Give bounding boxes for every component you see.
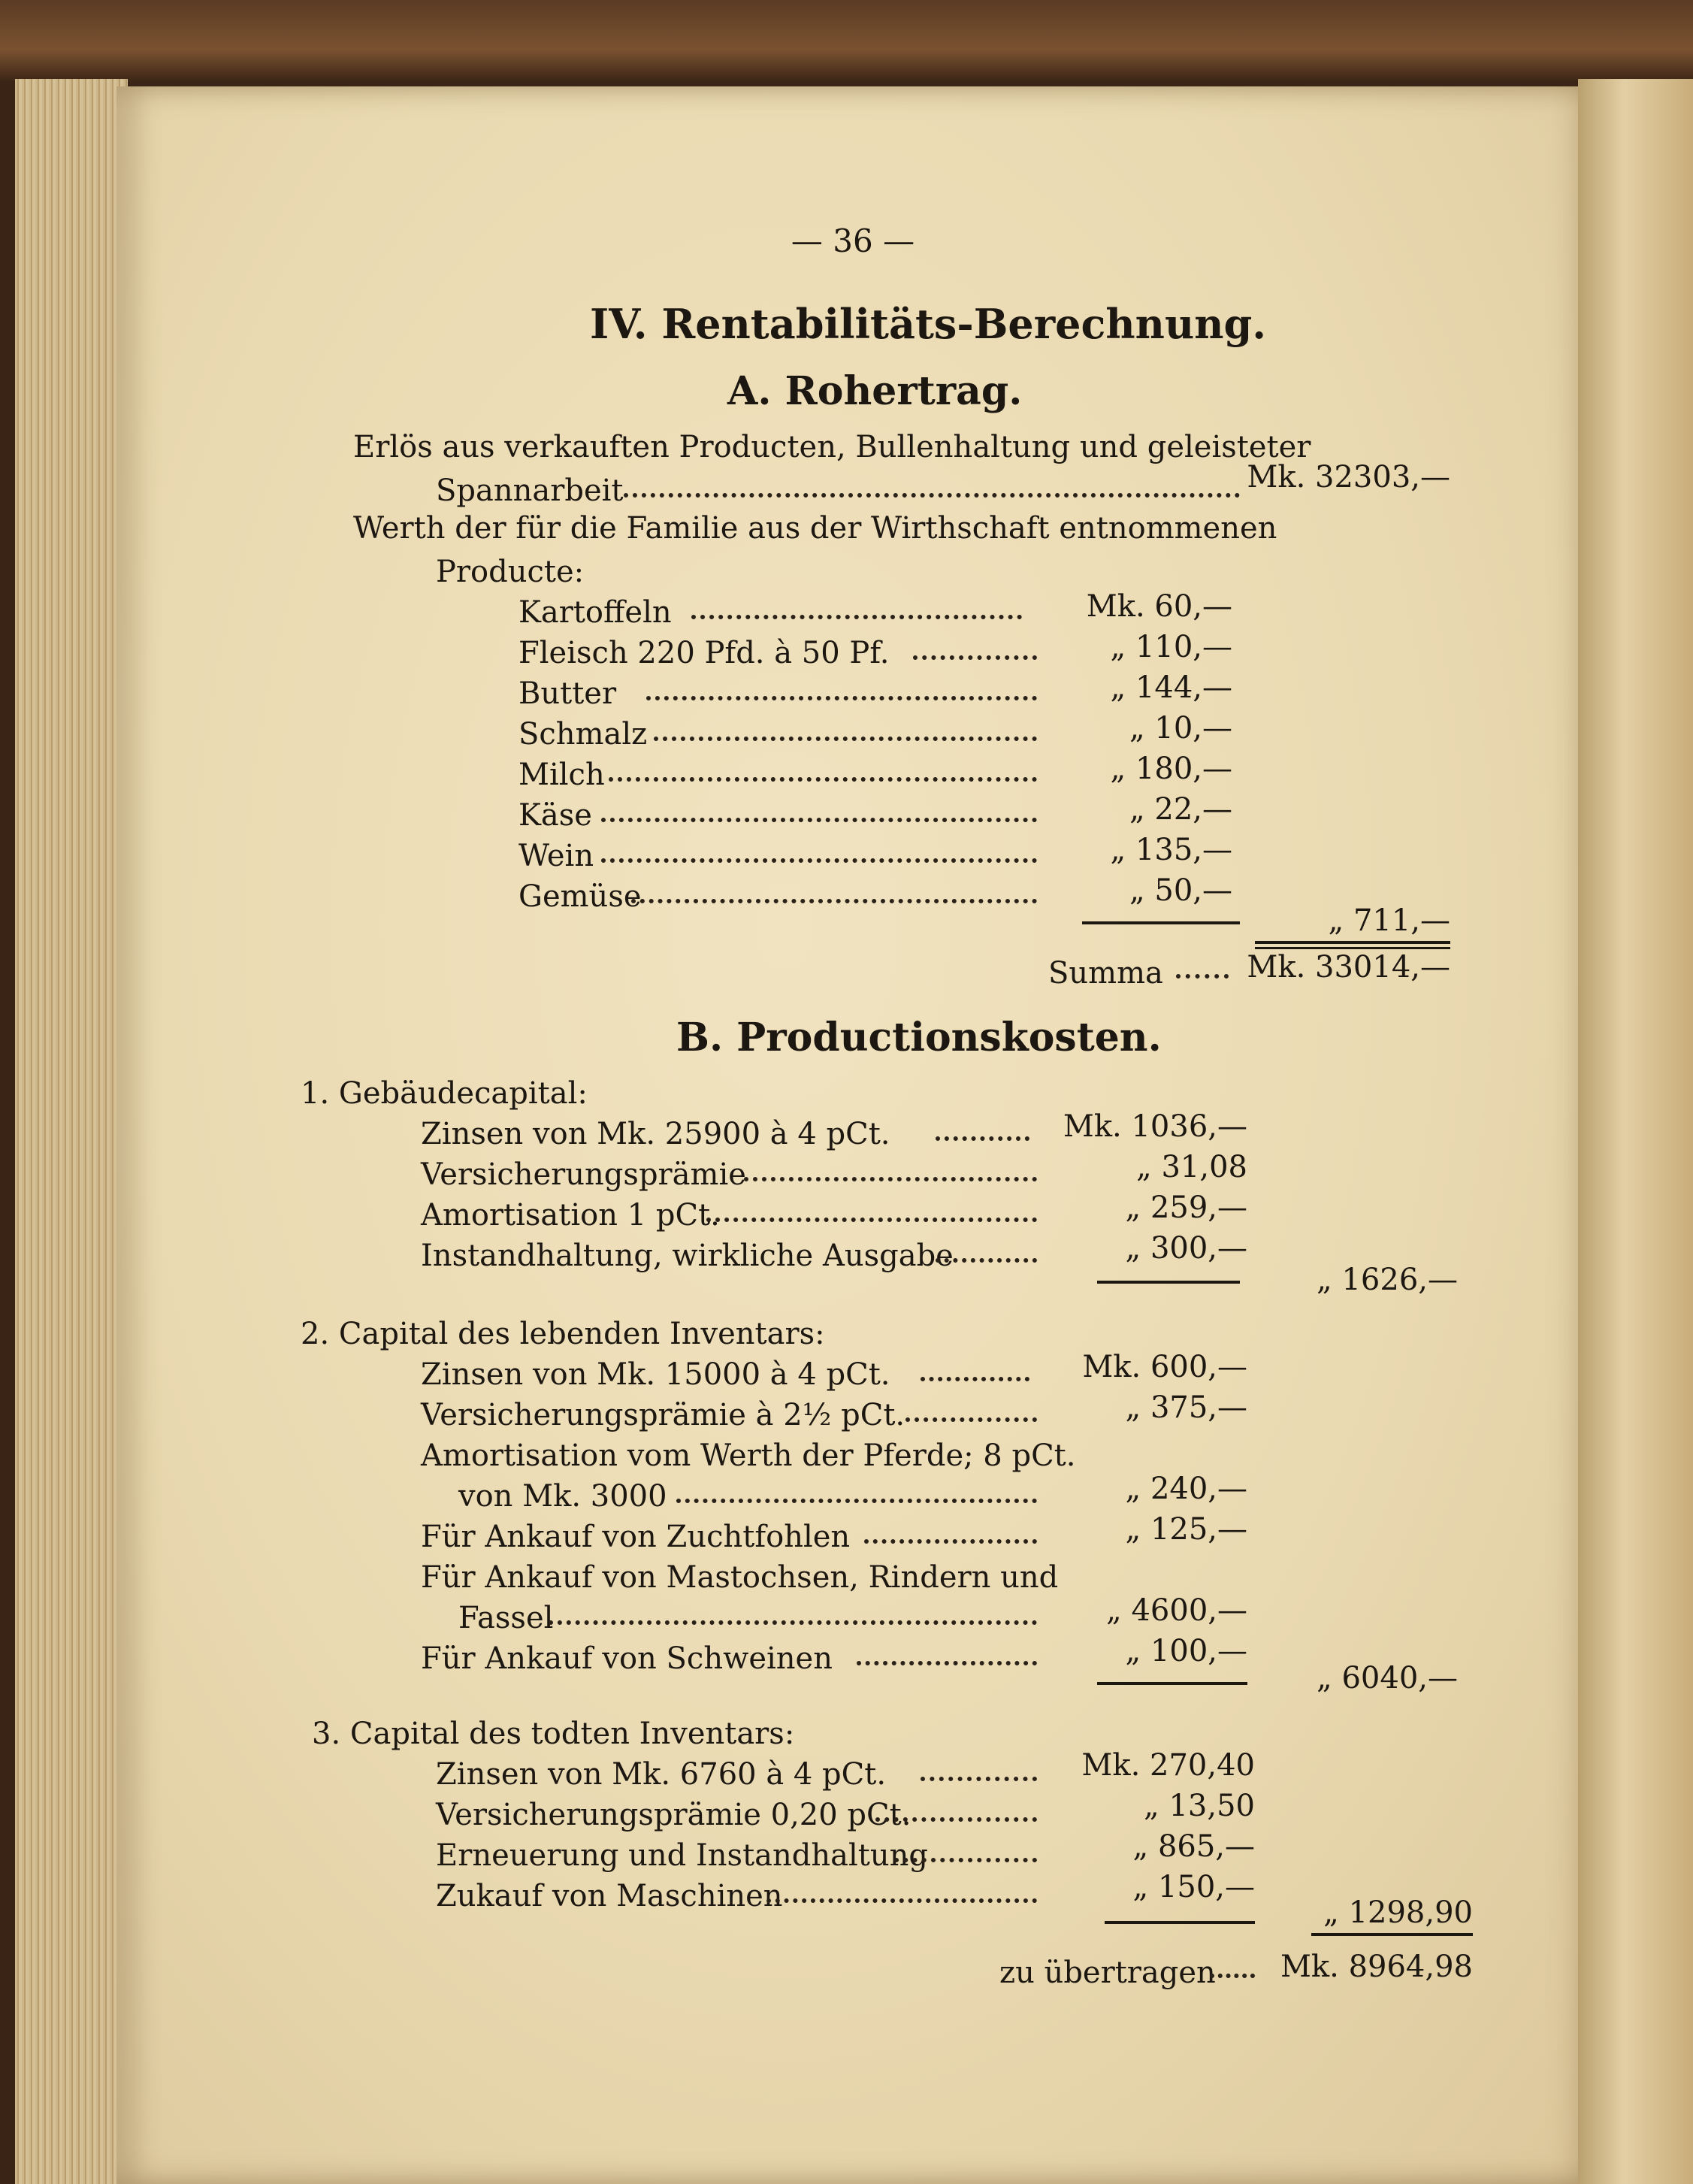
list-item-label: von Mk. 3000: [458, 1479, 667, 1514]
list-item-label: Zinsen von Mk. 25900 à 4 pCt.: [421, 1117, 890, 1151]
list-item-label: Butter: [518, 676, 617, 711]
group-subtotal: „ 6040,—: [1317, 1661, 1458, 1695]
leader-dots: [921, 1777, 1037, 1781]
leader-dots: [624, 493, 1240, 498]
list-item-label: Gemüse: [518, 879, 642, 914]
list-item-label: Schmalz: [518, 717, 648, 752]
leader-dots: [875, 1817, 1037, 1822]
leader-dots: [936, 1136, 1029, 1141]
leader-dots: [654, 737, 1037, 741]
list-item-label: Instandhaltung, wirkliche Ausgabe: [421, 1239, 954, 1273]
leader-dots: [766, 1898, 1037, 1903]
list-item-amount: „ 144,—: [1110, 670, 1232, 705]
list-item-amount: „ 22,—: [1129, 792, 1232, 827]
list-item-amount: Mk. 60,—: [1086, 589, 1232, 624]
list-item-amount: „ 259,—: [1125, 1190, 1247, 1225]
sum-rule: [1082, 921, 1240, 924]
list-item-label: Für Ankauf von Schweinen: [421, 1641, 833, 1676]
list-item-amount: „ 865,—: [1132, 1829, 1255, 1864]
group-heading: 3. Capital des todten Inventars:: [312, 1717, 795, 1751]
leader-dots: [744, 1177, 1037, 1181]
group-heading: 1. Gebäudecapital:: [301, 1076, 588, 1111]
werth-line-1: Werth der für die Familie aus der Wirthschaft entnommenen: [353, 511, 1277, 546]
book-top-edge: [0, 0, 1693, 83]
list-item-amount: „ 150,—: [1132, 1870, 1255, 1904]
next-page-edge: [1578, 79, 1693, 2184]
sum-rule: [1097, 1281, 1240, 1284]
leader-dots: [601, 858, 1037, 863]
group-subtotal: „ 1298,90: [1323, 1895, 1473, 1930]
list-item-label: Zinsen von Mk. 15000 à 4 pCt.: [421, 1357, 890, 1392]
leader-dots: [609, 777, 1037, 782]
leader-dots: [921, 1377, 1029, 1381]
leader-dots: [894, 1858, 1037, 1862]
list-item-label: Fleisch 220 Pfd. à 50 Pf.: [518, 636, 890, 670]
leader-dots: [549, 1620, 1037, 1625]
list-item-amount: „ 135,—: [1110, 833, 1232, 867]
list-item-label: Versicherungsprämie à 2½ pCt.: [421, 1398, 905, 1432]
list-item-amount: „ 240,—: [1125, 1472, 1247, 1506]
list-item-amount: Mk. 600,—: [1082, 1350, 1247, 1384]
sum-rule: [1255, 947, 1450, 949]
list-item-amount: „ 300,—: [1125, 1231, 1247, 1266]
sum-rule: [1097, 1682, 1247, 1685]
list-item-label: Zukauf von Maschinen: [436, 1879, 783, 1913]
page-stack-edge: [15, 79, 128, 2184]
summa-amount: Mk. 33014,—: [1247, 950, 1450, 985]
list-item-label: Versicherungsprämie: [421, 1157, 746, 1192]
list-item-amount: „ 100,—: [1125, 1634, 1247, 1668]
list-item-label: Für Ankauf von Zuchtfohlen: [421, 1520, 851, 1554]
list-item-amount: Mk. 1036,—: [1063, 1109, 1247, 1144]
list-item-amount: „ 125,—: [1125, 1512, 1247, 1547]
leader-dots: [706, 1218, 1037, 1222]
leader-dots: [646, 696, 1037, 700]
list-item-amount: „ 31,08: [1136, 1150, 1247, 1184]
part-a-subtotal: „ 711,—: [1328, 903, 1450, 938]
erloes-amount: Mk. 32303,—: [1247, 460, 1450, 495]
sum-rule: [1311, 1933, 1473, 1936]
leader-dots: [691, 615, 1022, 619]
list-item-label: Kartoffeln: [518, 595, 672, 630]
group-subtotal: „ 1626,—: [1317, 1263, 1458, 1297]
leader-dots: [905, 1417, 1037, 1422]
page-number: — 36 —: [791, 222, 915, 259]
leader-dots: [676, 1499, 1037, 1503]
leader-dots: [1176, 974, 1229, 979]
leader-dots: [601, 818, 1037, 822]
list-item-amount: „ 10,—: [1129, 711, 1232, 746]
list-item-label: Wein: [518, 839, 594, 873]
list-item-amount: „ 110,—: [1110, 630, 1232, 664]
list-item-label: Milch: [518, 758, 605, 792]
leader-dots: [913, 655, 1037, 660]
list-item-amount: „ 13,50: [1144, 1789, 1255, 1823]
list-item-label: Erneuerung und Instandhaltung: [436, 1838, 928, 1873]
part-a-title: A. Rohertrag.: [727, 368, 1023, 414]
part-b-title: B. Productionskosten.: [676, 1015, 1162, 1060]
list-item-label: Zinsen von Mk. 6760 à 4 pCt.: [436, 1757, 887, 1792]
group-heading: 2. Capital des lebenden Inventars:: [301, 1317, 825, 1351]
erloes-line-2: Spannarbeit: [436, 473, 624, 508]
erloes-line-1: Erlös aus verkauften Producten, Bullenhaltung und geleisteter: [353, 430, 1311, 464]
list-item-label: Amortisation vom Werth der Pferde; 8 pCt.: [421, 1438, 1076, 1473]
leader-dots: [857, 1661, 1037, 1665]
werth-line-2: Producte:: [436, 555, 585, 589]
list-item-amount: Mk. 270,40: [1081, 1748, 1255, 1783]
summa-label: Summa: [1048, 956, 1163, 991]
carry-amount: Mk. 8964,98: [1280, 1950, 1473, 1984]
carry-label: zu übertragen: [999, 1956, 1216, 1990]
list-item-label: Amortisation 1 pCt.: [421, 1198, 720, 1233]
list-item-amount: „ 4600,—: [1106, 1593, 1247, 1628]
list-item-label: Käse: [518, 798, 592, 833]
leader-dots: [631, 899, 1037, 903]
list-item-label: Für Ankauf von Mastochsen, Rindern und: [421, 1560, 1059, 1595]
leader-dots: [864, 1539, 1037, 1544]
list-item-amount: „ 180,—: [1110, 752, 1232, 786]
sum-rule: [1255, 941, 1450, 944]
section-title: IV. Rentabilitäts-Berechnung.: [590, 300, 1267, 348]
list-item-amount: „ 375,—: [1125, 1390, 1247, 1425]
list-item-label: Fassel: [458, 1601, 554, 1635]
list-item-label: Versicherungsprämie 0,20 pCt.: [436, 1798, 911, 1832]
list-item-amount: „ 50,—: [1129, 873, 1232, 908]
